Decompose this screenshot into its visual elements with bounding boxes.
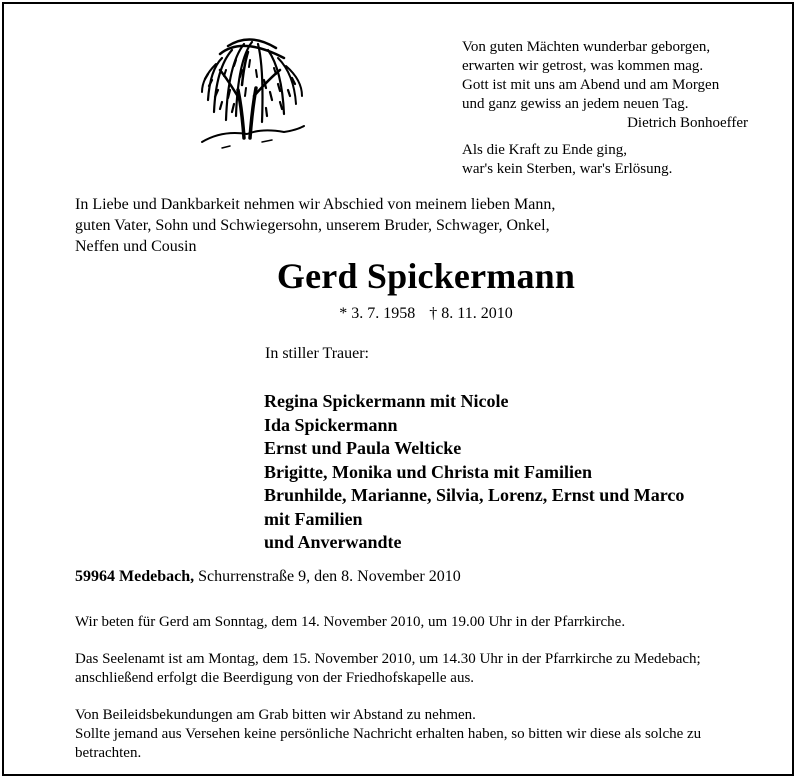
address-city: 59964 Medebach,	[75, 568, 195, 585]
deceased-name: Gerd Spickermann	[276, 256, 576, 296]
poem-line: und ganz gewiss an jedem neuen Tag.	[462, 96, 689, 112]
poem-line: erwarten wir getrost, was kommen mag.	[462, 58, 704, 74]
poem-author: Dietrich Bonhoeffer	[627, 115, 748, 131]
poem-block	[462, 38, 782, 179]
address-street-date: Schurrenstraße 9, den 8. November 2010	[194, 568, 461, 585]
prayer-paragraph	[75, 613, 775, 632]
family-list	[264, 390, 684, 555]
notes-paragraph	[75, 706, 775, 763]
paragraph-line: Sollte jemand aus Versehen keine persönliche Nachricht erhalten haben, so bitten wir diese als solche zu	[75, 726, 702, 742]
birth-date: * 3. 7. 1958	[339, 305, 416, 322]
intro-text	[75, 194, 735, 257]
intro-line: guten Vater, Sohn und Schwiegersohn, unserem Bruder, Schwager, Onkel,	[75, 217, 550, 234]
family-line: Regina Spickermann mit Nicole	[264, 391, 509, 411]
weeping-willow-icon	[192, 30, 312, 160]
paragraph-line: Das Seelenamt ist am Montag, dem 15. November 2010, um 14.30 Uhr in der Pfarrkirche zu Medebach;	[75, 651, 701, 667]
address-line	[75, 568, 461, 586]
intro-line: In Liebe und Dankbarkeit nehmen wir Abschied von meinem lieben Mann,	[75, 196, 556, 213]
family-line: und Anverwandte	[264, 532, 402, 552]
family-line: Brunhilde, Marianne, Silvia, Lorenz, Ernst und Marco	[264, 485, 685, 505]
poem-line: Von guten Mächten wunderbar geborgen,	[462, 39, 711, 55]
poem-line: Gott ist mit uns am Abend und am Morgen	[462, 77, 720, 93]
poem-line: war's kein Sterben, war's Erlösung.	[462, 161, 673, 177]
family-line: mit Familien	[264, 508, 363, 529]
mourning-label: In stiller Trauer:	[265, 345, 369, 362]
requiem-paragraph	[75, 650, 775, 688]
family-line: Brigitte, Monika und Christa mit Familien	[264, 461, 592, 482]
paragraph-line: anschließend erfolgt die Beerdigung von der Friedhofskapelle aus.	[75, 670, 475, 686]
paragraph-line: Wir beten für Gerd am Sonntag, dem 14. November 2010, um 19.00 Uhr in der Pfarrkirche.	[75, 614, 626, 630]
paragraph-line: Von Beileidsbekundungen am Grab bitten wir Abstand zu nehmen.	[75, 707, 476, 723]
intro-line: Neffen und Cousin	[75, 238, 197, 255]
life-dates	[0, 305, 800, 323]
family-line: Ida Spickermann	[264, 414, 398, 435]
death-date: † 8. 11. 2010	[429, 305, 513, 322]
poem-line: Als die Kraft zu Ende ging,	[462, 142, 627, 158]
family-line: Ernst und Paula Welticke	[264, 438, 462, 458]
paragraph-line: betrachten.	[75, 745, 142, 761]
